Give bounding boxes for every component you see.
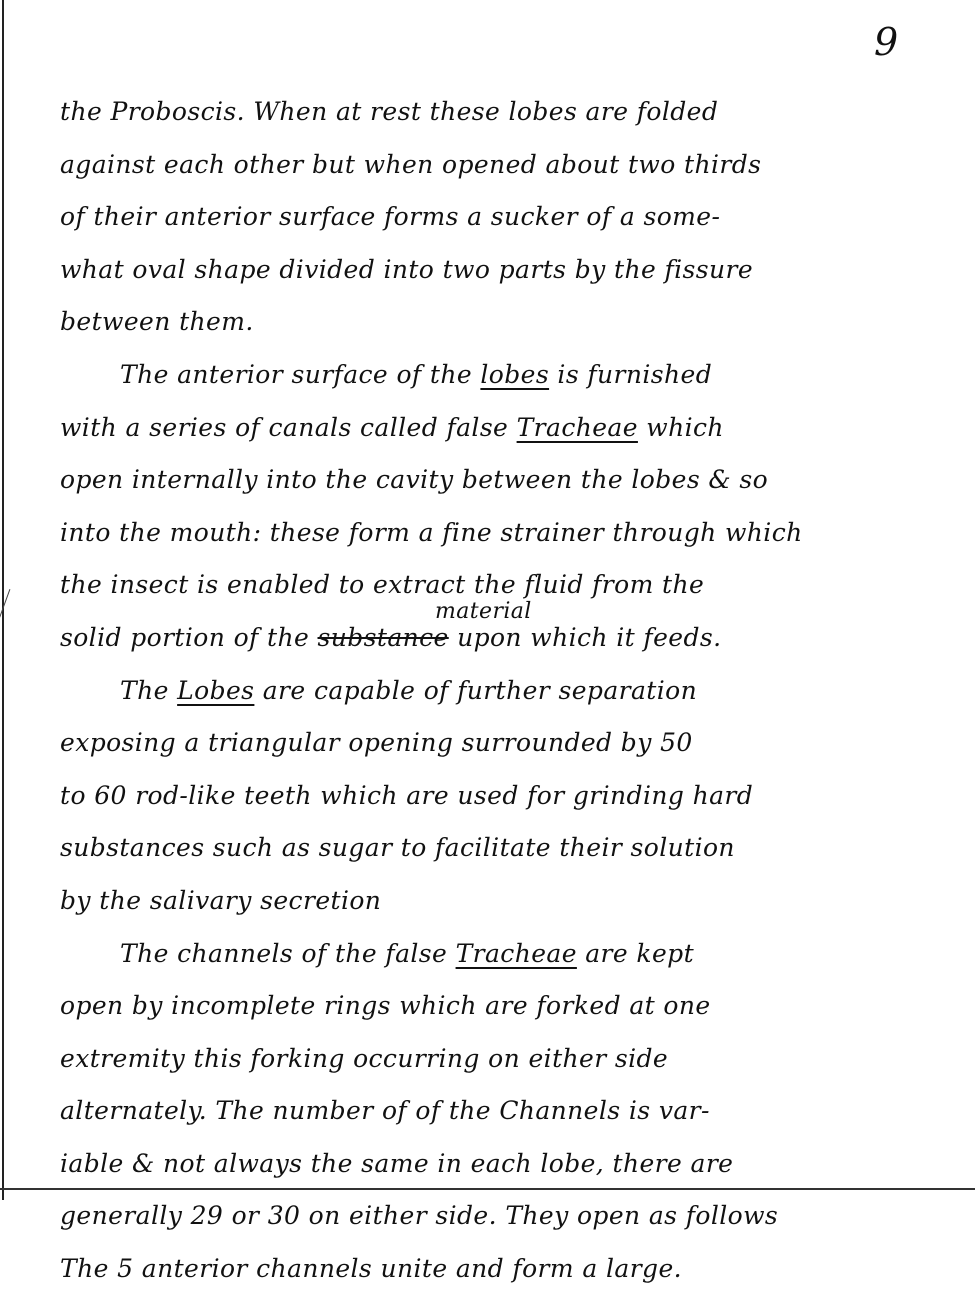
line-text: The	[120, 675, 178, 705]
manuscript-line	[60, 671, 940, 724]
line-text: are kept	[576, 938, 695, 968]
manuscript-line	[60, 302, 940, 355]
line-text: with a series of canals called false	[60, 412, 517, 442]
manuscript-line	[60, 1196, 940, 1249]
manuscript-line	[60, 881, 940, 934]
manuscript-line	[60, 776, 940, 829]
handwritten-text-block	[60, 92, 940, 1302]
line-text: solid portion of the	[60, 622, 318, 652]
line-text: are capable of further separation	[254, 675, 698, 705]
line-text: by the salivary secretion	[60, 885, 382, 915]
line-text: The channels of the false	[120, 938, 456, 968]
line-text: the Proboscis. When at rest these lobes are folded	[60, 97, 719, 126]
manuscript-line	[60, 934, 940, 987]
underlined-word: Tracheae	[516, 412, 638, 442]
line-text: against each other but when opened about two thirds	[60, 149, 762, 179]
line-text: between them.	[60, 307, 254, 337]
line-text: substances such as sugar to facilitate their solution	[60, 833, 735, 863]
line-text: The anterior surface of the	[120, 359, 481, 389]
inserted-word: material	[435, 598, 532, 624]
manuscript-line	[60, 250, 940, 303]
line-text: The 5 anterior channels unite and form a large.	[60, 1254, 682, 1284]
line-text: what oval shape divided into two parts by the fissure	[60, 254, 754, 284]
manuscript-line	[60, 513, 940, 566]
manuscript-line	[60, 1249, 940, 1302]
underlined-word: Lobes	[177, 675, 255, 705]
line-text: alternately. The number of of the Channels is var-	[60, 1096, 710, 1126]
line-text: is furnished	[549, 359, 713, 389]
line-text: exposing a triangular opening surrounded by 50	[60, 728, 693, 758]
manuscript-line	[60, 828, 940, 881]
underlined-word: Tracheae	[455, 938, 577, 968]
line-text: of their anterior surface forms a sucker of a some-	[60, 202, 721, 232]
manuscript-line	[60, 145, 940, 198]
line-text: the insect is enabled to extract the fluid from the	[60, 570, 705, 600]
line-text: generally 29 or 30 on either side. They open as follows	[60, 1201, 779, 1231]
underlined-word: lobes	[480, 359, 550, 389]
manuscript-line	[60, 986, 940, 1039]
line-text: open internally into the cavity between the lobes & so	[60, 465, 769, 495]
line-text: iable & not always the same in each lobe, there are	[60, 1148, 734, 1178]
line-text: to 60 rod-like teeth which are used for grinding hard	[60, 780, 754, 810]
manuscript-line	[60, 197, 940, 250]
manuscript-line	[60, 460, 940, 513]
line-text: open by incomplete rings which are forked at one	[60, 991, 711, 1021]
manuscript-line	[60, 355, 940, 408]
line-text: extremity this forking occurring on either side	[60, 1043, 669, 1073]
page-left-edge	[2, 0, 4, 1200]
line-text: into the mouth: these form a fine strainer through which	[60, 517, 803, 547]
manuscript-line	[60, 1144, 940, 1197]
manuscript-line	[60, 723, 940, 776]
line-text: upon which it feeds.	[448, 622, 722, 652]
manuscript-line	[60, 92, 940, 145]
manuscript-line	[60, 1039, 940, 1092]
manuscript-line	[60, 1091, 940, 1144]
line-text: which	[637, 412, 724, 442]
struck-word: substance	[317, 622, 449, 652]
page-number: 9	[874, 20, 899, 64]
manuscript-line	[60, 408, 940, 461]
manuscript-line	[60, 598, 940, 671]
